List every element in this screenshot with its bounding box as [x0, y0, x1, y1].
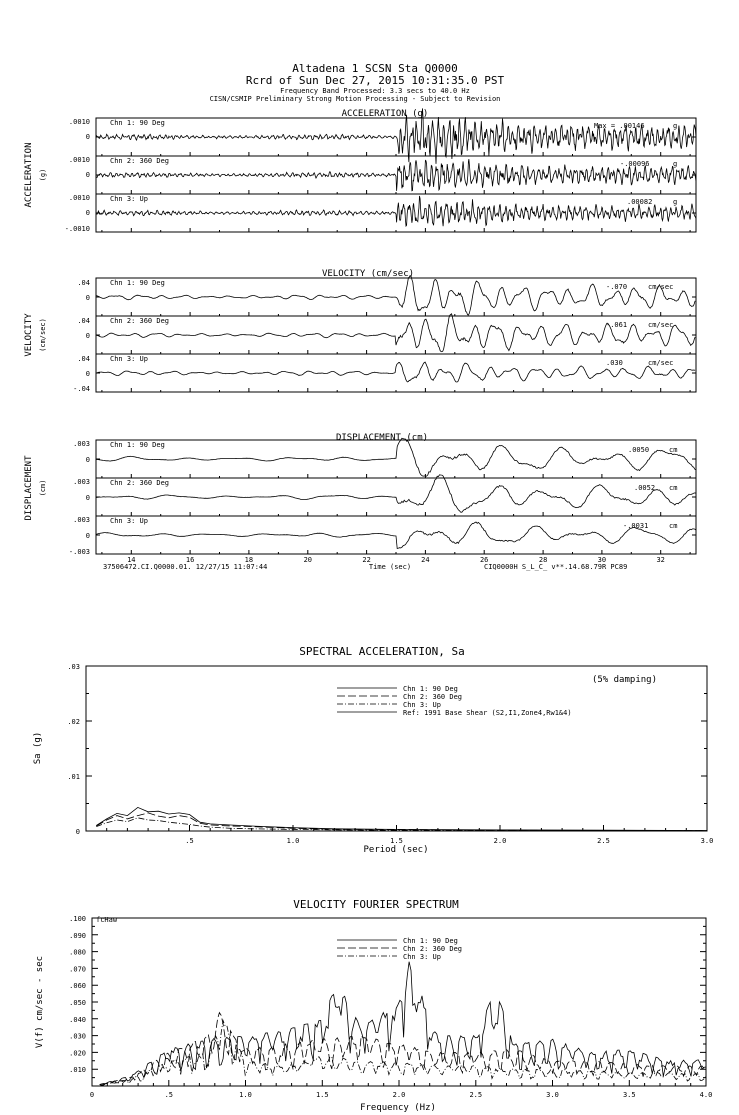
vel-chn1-label: Chn 1: 90 Deg: [110, 279, 165, 287]
vel-chn3-peak: .030: [606, 359, 623, 367]
fs-legend-item-1: Chn 1: 90 Deg: [403, 937, 458, 945]
fs-xtick-1.0: 1.0: [239, 1091, 252, 1099]
vel-chn1-trace: [96, 276, 695, 315]
sa-legend-item-1: Chn 1: 90 Deg: [403, 685, 458, 693]
sa-ytick-.01: .01: [67, 773, 80, 781]
acceleration-unit-label: (g): [39, 168, 47, 182]
acc-ch1-tick-zero: 0: [85, 133, 90, 141]
acc-chn3-label: Chn 3: Up: [110, 195, 148, 203]
acc-chn3-unit: g: [673, 198, 678, 206]
dis-chn2-unit: cm: [669, 484, 678, 492]
acc-ch3-tick-neg: -.0010: [64, 225, 90, 233]
acc-chn2-trace: [96, 159, 696, 191]
vel-ch2-tick-zero: 0: [85, 332, 90, 340]
time-tick-24: 24: [421, 556, 430, 564]
velocity-panel: [24, 269, 696, 393]
fs-legend-item-3: Chn 3: Up: [403, 953, 441, 961]
fs-xtick-2.0: 2.0: [392, 1091, 406, 1099]
fs-legend-item-2: Chn 2: 360 Deg: [403, 945, 463, 953]
fs-ytick-.070: .070: [69, 965, 86, 974]
fs-ytick-.080: .080: [69, 948, 86, 957]
acc-chn2-peak: -.00096: [620, 160, 650, 168]
dis-ch2-tick-pos: .003: [73, 478, 90, 486]
time-tick-18: 18: [244, 556, 254, 564]
sa-ylabel: Sa (g): [33, 731, 43, 765]
dis-chn3-peak: -.0031: [623, 522, 649, 530]
acc-chn1-label: Chn 1: 90 Deg: [110, 119, 165, 127]
fs-ylabel: V(f) cm/sec - sec: [35, 955, 45, 1049]
time-tick-20: 20: [303, 556, 313, 564]
dis-ch2-tick-zero: 0: [85, 494, 90, 502]
fs-xtick-2.5: 2.5: [469, 1091, 483, 1099]
time-tick-22: 22: [362, 556, 371, 564]
sa-legend-item-4: Ref: 1991 Base Shear (S2,I1,Zone4,Rw1&4): [403, 709, 572, 717]
acc-chn1-peak: Max = .00146: [594, 122, 645, 130]
time-tick-26: 26: [479, 556, 489, 564]
vel-chn2-peak: -.061: [606, 321, 628, 329]
sa-ytick-0: 0: [75, 828, 80, 836]
acc-ch2-tick-zero: 0: [85, 171, 90, 179]
vel-ch2-tick-pos: .04: [77, 317, 90, 325]
sa-axis-ticks: [86, 666, 707, 831]
fs-ytick-.020: .020: [69, 1049, 86, 1058]
acc-ch3-tick-pos: .0010: [68, 194, 90, 202]
time-tick-30: 30: [597, 556, 607, 564]
time-axis-label: Time (sec): [368, 563, 412, 571]
sa-damping-note: (5% damping): [591, 675, 657, 685]
sa-title: SPECTRAL ACCELERATION, Sa: [299, 645, 465, 658]
sa-y-tick-labels: [67, 663, 80, 836]
dis-ch1-tick-pos: .003: [73, 440, 90, 448]
vel-ch3-tick-zero: 0: [85, 370, 90, 378]
vel-ch1-tick-zero: 0: [85, 294, 90, 302]
fs-ytick-.030: .030: [69, 1032, 86, 1041]
acc-chn3-trace: [96, 196, 696, 226]
acceleration-side-label: ACCELERATION: [24, 142, 34, 208]
header: [210, 62, 505, 103]
dis-chn1-trace: [96, 438, 696, 476]
sa-xtick-.5: .5: [185, 837, 194, 845]
sa-xtick-1.5: 1.5: [390, 837, 403, 845]
velocity-unit-label: (cm/sec): [39, 318, 47, 352]
dis-ch3-tick-neg: -.003: [68, 548, 90, 556]
sa-ytick-.02: .02: [67, 718, 80, 726]
acceleration-panel: [24, 108, 696, 233]
record-line: Rcrd of Sun Dec 27, 2015 10:31:35.0 PST: [245, 74, 505, 87]
vel-chn1-unit: cm/sec: [648, 283, 674, 291]
fs-xtick-.5: .5: [164, 1091, 174, 1099]
acceleration-title: ACCELERATION (g): [341, 109, 429, 119]
acc-chn3-peak: .00082: [627, 198, 653, 206]
vel-ch3-tick-pos: .04: [77, 355, 90, 363]
band-line: Frequency Band Processed: 3.3 secs to 40.0 Hz: [280, 87, 470, 95]
vel-chn2-label: Chn 2: 360 Deg: [110, 317, 170, 325]
fs-xtick-3.0: 3.0: [546, 1091, 559, 1099]
vel-chn2-unit: cm/sec: [648, 321, 674, 329]
processing-note: CISN/CSMIP Preliminary Strong Motion Processing - Subject to Revision: [209, 95, 501, 103]
sa-series-chn2: [96, 813, 707, 831]
fs-series-chn3: [100, 1021, 706, 1086]
acc-ch2-tick-pos: .0010: [68, 156, 90, 164]
time-tick-16: 16: [185, 556, 195, 564]
fs-legend: [337, 937, 462, 961]
fs-ytick-.050: .050: [69, 999, 86, 1007]
displacement-title: DISPLACEMENT (cm): [335, 433, 429, 443]
sa-xtick-2.5: 2.5: [597, 837, 610, 845]
sa-xlabel: Period (sec): [363, 845, 429, 855]
dis-chn2-label: Chn 2: 360 Deg: [110, 479, 170, 487]
dis-ch3-tick-zero: 0: [85, 532, 90, 540]
fs-ytick-.100: .100: [69, 915, 86, 923]
dis-ch1-tick-zero: 0: [85, 456, 90, 464]
dis-ch3-tick-pos: .003: [73, 516, 90, 524]
acc-chn2-unit: g: [673, 160, 678, 168]
dis-chn3-label: Chn 3: Up: [110, 517, 148, 525]
time-tick-28: 28: [538, 556, 548, 564]
sa-legend-item-3: Chn 3: Up: [403, 701, 441, 709]
sa-x-tick-labels: [185, 837, 713, 845]
acc-chn2-label: Chn 2: 360 Deg: [110, 157, 170, 165]
fs-xtick-4.0: 4.0: [699, 1091, 713, 1099]
sa-ytick-.03: .03: [67, 663, 80, 671]
sa-plot-frame: [86, 666, 707, 831]
fs-xtick-3.5: 3.5: [622, 1091, 636, 1099]
fs-xtick-1.5: 1.5: [315, 1091, 329, 1099]
displacement-unit-label: (cm): [39, 479, 47, 497]
vel-chn2-trace: [96, 314, 695, 352]
displacement-side-label: DISPLACEMENT: [24, 455, 34, 521]
fs-xtick-0: 0: [89, 1091, 95, 1099]
vel-chn3-unit: cm/sec: [648, 359, 674, 367]
spectral-acceleration-chart: [33, 645, 713, 855]
footer-left-id: 37506472.CI.Q0000.01. 12/27/15 11:07:44: [103, 563, 268, 571]
fs-corner-label: fcHaw: [96, 916, 118, 924]
dis-chn3-trace: [96, 522, 696, 549]
vel-ch3-tick-neg: -.04: [73, 385, 90, 393]
sa-series-chn3: [96, 818, 707, 831]
vel-chn3-label: Chn 3: Up: [110, 355, 148, 363]
dis-chn2-peak: .0052: [634, 484, 656, 492]
vel-chn1-peak: -.070: [606, 283, 628, 291]
acc-ch1-tick-pos: .0010: [68, 118, 90, 126]
sa-xtick-1.0: 1.0: [286, 837, 300, 845]
displacement-panel: [24, 433, 696, 556]
sa-legend: [337, 685, 572, 717]
acc-chn3-box: [96, 194, 696, 232]
time-tick-14: 14: [127, 556, 136, 564]
fs-y-tick-labels: [69, 915, 86, 1074]
acc-chn1-unit: g: [673, 122, 678, 130]
fs-xlabel: Frequency (Hz): [360, 1103, 436, 1113]
fs-title: VELOCITY FOURIER SPECTRUM: [293, 898, 459, 911]
sa-xtick-3.0: 3.0: [700, 837, 714, 845]
time-tick-32: 32: [656, 556, 665, 564]
fs-ytick-.060: .060: [69, 982, 86, 991]
sa-series-chn1: [96, 807, 707, 830]
station-title: Altadena 1 SCSN Sta Q0000: [292, 62, 458, 75]
dis-chn3-box: [96, 516, 696, 554]
vel-ch1-tick-pos: .04: [77, 279, 90, 287]
dis-chn3-unit: cm: [669, 522, 678, 530]
velocity-title: VELOCITY (cm/sec): [321, 269, 415, 279]
fs-ytick-.040: .040: [69, 1015, 86, 1024]
sa-xtick-2.0: 2.0: [493, 837, 507, 845]
fs-ytick-.010: .010: [69, 1066, 86, 1075]
dis-chn2-trace: [96, 475, 696, 512]
time-axis: [103, 556, 665, 571]
dis-chn1-peak: .0050: [628, 446, 650, 454]
footer-right-id: CIQ0000H S_L_C_ v**.14.68.79R PC89: [484, 563, 628, 571]
dis-chn1-label: Chn 1: 90 Deg: [110, 441, 165, 449]
acc-ch3-tick-zero: 0: [85, 209, 90, 217]
fs-x-tick-labels: [90, 1091, 712, 1099]
sa-legend-item-2: Chn 2: 360 Deg: [403, 693, 463, 701]
fourier-spectrum-chart: [35, 898, 712, 1113]
velocity-side-label: VELOCITY: [24, 313, 34, 357]
fs-ytick-.090: .090: [69, 931, 86, 940]
dis-chn1-unit: cm: [669, 446, 678, 454]
